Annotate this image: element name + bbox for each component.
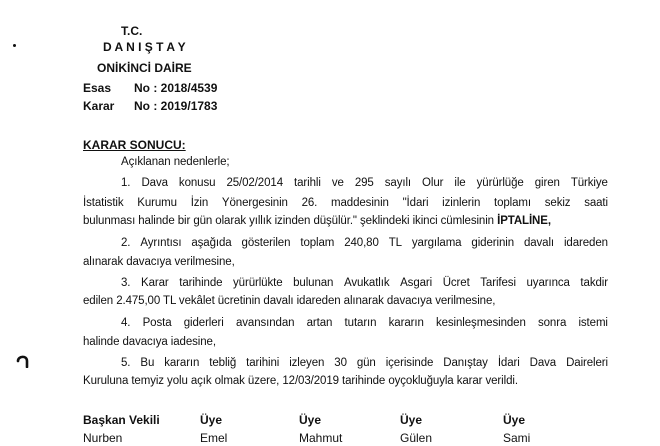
signature-role-2: Üye <box>200 413 223 427</box>
decision-intro: Açıklanan nedenlerle; <box>121 156 230 168</box>
karar-label: Karar <box>83 99 115 113</box>
item-5-line-2: Kuruluna temyiz yolu açık olmak üzere, 12/03/2019 tarihinde oyçokluğuyla karar verildi. <box>83 375 518 387</box>
item-2-line-1: 2. Ayrıntısı aşağıda gösterilen toplam 240,80 TL yargılama giderinin davalı idareden <box>121 237 608 249</box>
signature-name-1: Nurben <box>83 431 123 445</box>
chamber-name: ONİKİNCİ DAİRE <box>97 61 192 75</box>
item-1-line-3: bulunması halinde bir gün olarak yıllık izinden düşülür." şeklindeki ikinci cümlesinin İPTALİNE, <box>83 215 551 227</box>
item-1-line-1: 1. Dava konusu 25/02/2014 tarihli ve 295 sayılı Olur ile yürürlüğe giren Türkiye <box>121 177 608 189</box>
signature-role-4: Üye <box>400 413 423 427</box>
iptaline-text: İPTALİNE, <box>497 215 551 227</box>
scan-dot-mark <box>13 44 16 47</box>
item-5-line-1: 5. Bu kararın tebliğ tarihini izleyen 30 gün içerisinde Danıştay İdari Dava Daireleri <box>121 357 608 369</box>
item-4-line-1: 4. Posta giderleri avansından artan tutarın kararın kesinleşmesinden sonra istemi <box>121 317 608 329</box>
signature-name-4: Gülen <box>400 431 433 445</box>
item-3-line-1: 3. Karar tarihinde yürürlükte bulunan Avukatlık Asgari Ücret Tarifesi uyarınca takdir <box>121 277 608 289</box>
esas-label: Esas <box>83 81 112 95</box>
scan-hook-mark <box>16 354 30 368</box>
item-2-line-2: alınarak davacıya verilmesine, <box>83 256 235 268</box>
esas-number: No : 2018/4539 <box>134 81 218 95</box>
signature-role-3: Üye <box>299 413 322 427</box>
karar-number: No : 2019/1783 <box>134 99 218 113</box>
signature-name-3: Mahmut <box>299 431 343 445</box>
signature-name-5: Sami <box>503 431 531 445</box>
court-name: D A N I Ş T A Y <box>103 40 186 54</box>
signature-role-1: Başkan Vekili <box>83 413 160 427</box>
item-3-line-2: edilen 2.475,00 TL vekâlet ücretinin davalı idareden alınarak davacıya verilmesine, <box>83 295 496 307</box>
decision-title: KARAR SONUCU: <box>83 138 186 152</box>
item-4-line-2: halinde davacıya iadesine, <box>83 336 216 348</box>
signature-role-5: Üye <box>503 413 526 427</box>
header-tc: T.C. <box>121 24 143 38</box>
item-1-line-2: İstatistik Kurumu İzin Yönergesinin 26. maddesinin "İdari izinlerin toplamı sekiz saati <box>83 197 608 209</box>
signature-name-2: Emel <box>200 431 228 445</box>
